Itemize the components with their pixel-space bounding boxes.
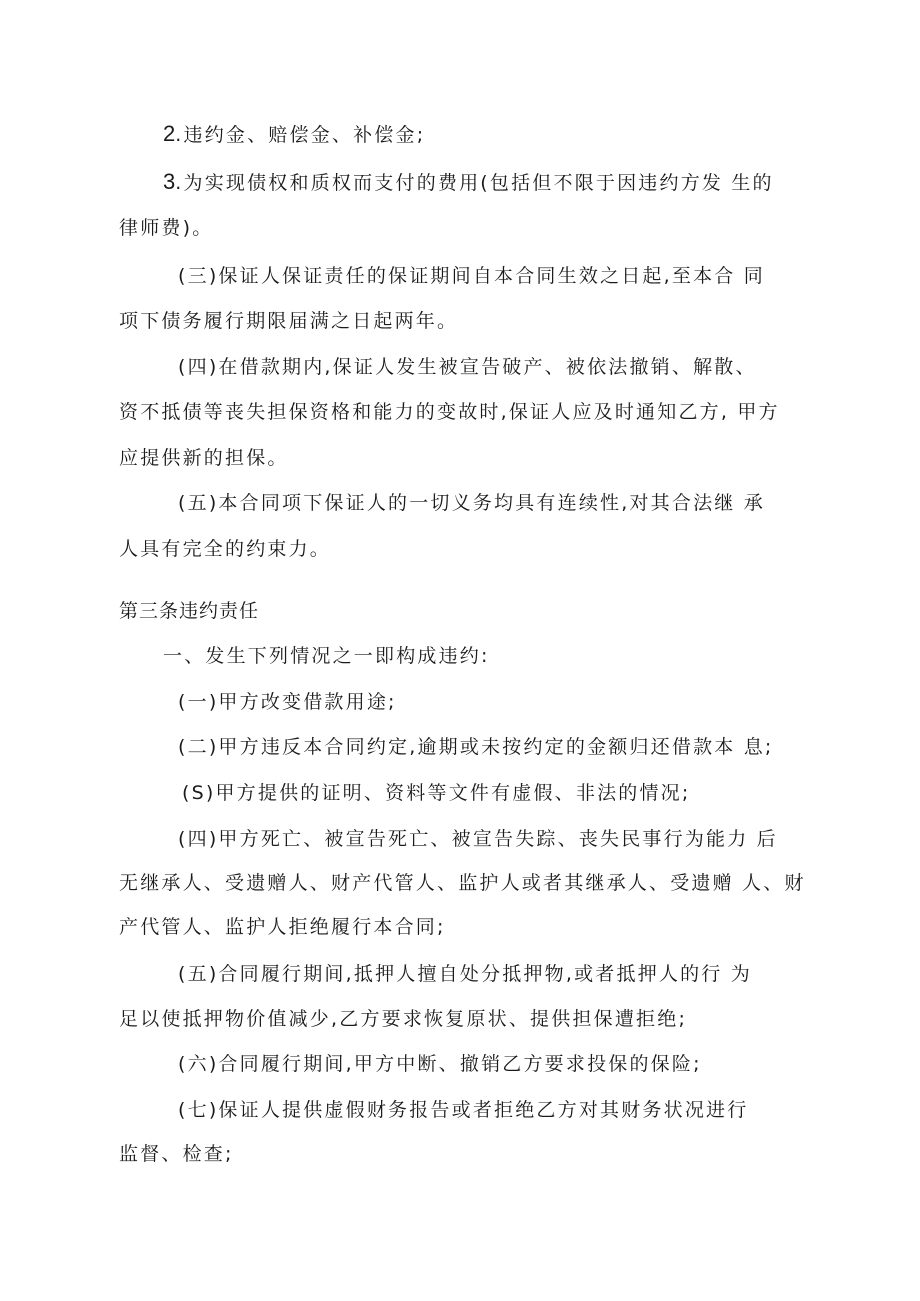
text-line: 资不抵债等丧失担保资格和能力的变故时,保证人应及时通知乙方, 甲方 bbox=[119, 401, 780, 423]
text-line bbox=[163, 169, 774, 196]
item-number: 3 bbox=[163, 169, 176, 194]
text-line: 监督、检查; bbox=[119, 1143, 234, 1165]
text-line bbox=[163, 121, 425, 148]
text-line: (三)保证人保证责任的保证期间自本合同生效之日起,至本合 同 bbox=[178, 265, 765, 287]
text-line: 人具有完全的约束力。 bbox=[119, 538, 332, 560]
text-line: 产代管人、监护人拒绝履行本合同; bbox=[119, 916, 446, 938]
text-line: 律师费)。 bbox=[119, 217, 214, 239]
text-line: 一、发生下列情况之一即构成违约: bbox=[163, 645, 490, 667]
text-line: (五)本合同项下保证人的一切义务均具有连续性,对其合法继 承 bbox=[178, 492, 765, 514]
text-line: (一)甲方改变借款用途; bbox=[178, 691, 397, 713]
text-line: 足以使抵押物价值减少,乙方要求恢复原状、提供担保遭拒绝; bbox=[119, 1008, 688, 1030]
text-line: (五)合同履行期间,抵押人擅自处分抵押物,或者抵押人的行 为 bbox=[178, 963, 752, 985]
line-text: .为实现债权和质权而支付的费用(包括但不限于因违约方发 生的 bbox=[175, 172, 774, 194]
text-line: 无继承人、受遗赠人、财产代管人、监护人或者其继承人、受遗赠 人、财 bbox=[119, 872, 806, 894]
text-line: (六)合同履行期间,甲方中断、撤销乙方要求投保的保险; bbox=[178, 1053, 702, 1075]
text-line: (四)甲方死亡、被宣告死亡、被宣告失踪、丧失民事行为能力 后 bbox=[178, 828, 778, 850]
item-number: 2 bbox=[163, 121, 176, 146]
text-line: (二)甲方违反本合同约定,逾期或未按约定的金额归还借款本 息; bbox=[178, 736, 774, 758]
text-line: 应提供新的担保。 bbox=[119, 447, 289, 469]
section-heading: 第三条违约责任 bbox=[119, 600, 260, 622]
text-line: (四)在借款期内,保证人发生被宣告破产、被依法撤销、解散、 bbox=[178, 356, 757, 378]
line-text: .违约金、赔偿金、补偿金; bbox=[175, 124, 426, 146]
text-line: (七)保证人提供虚假财务报告或者拒绝乙方对其财务状况进行 bbox=[178, 1099, 749, 1121]
text-line: 项下债务履行期限届满之日起两年。 bbox=[119, 310, 459, 332]
text-line: (S)甲方提供的证明、资料等文件有虚假、非法的情况; bbox=[182, 782, 691, 804]
